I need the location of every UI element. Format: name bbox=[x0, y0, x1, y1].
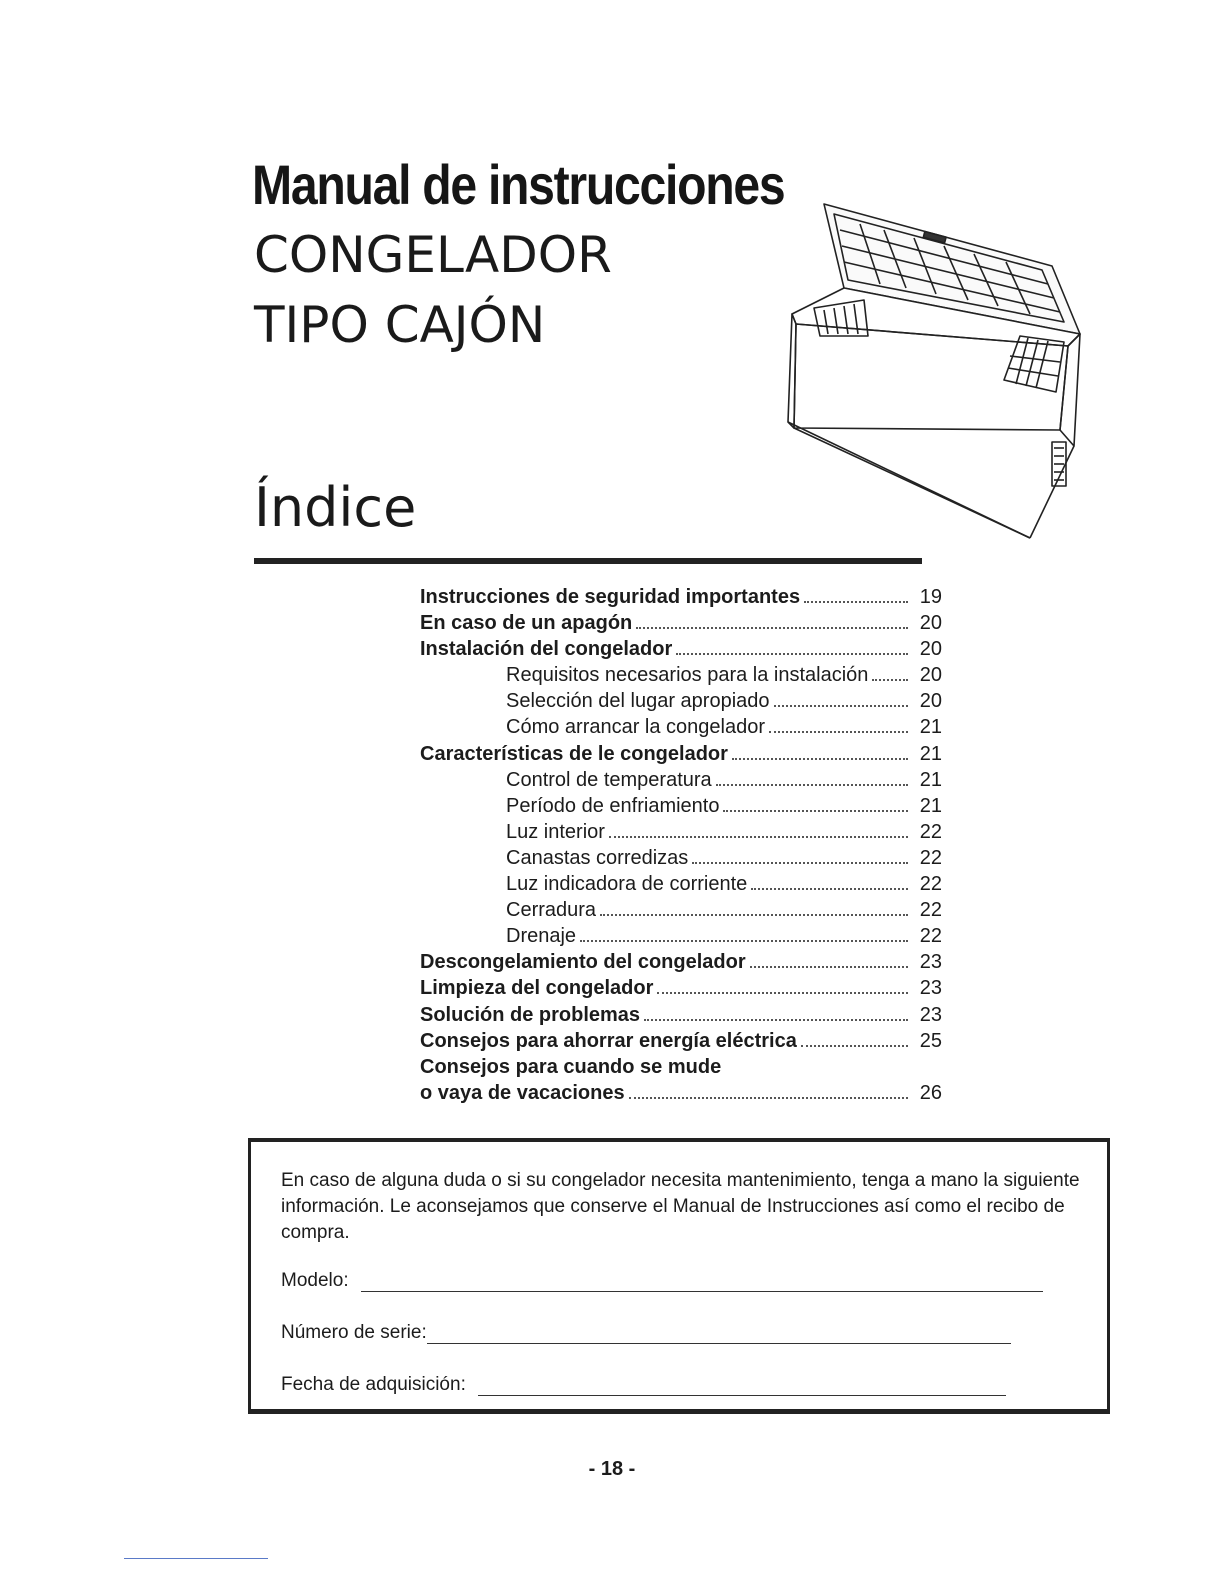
toc-entry-label: Cerradura bbox=[506, 899, 597, 922]
toc-entry bbox=[420, 977, 950, 1003]
heading-divider bbox=[254, 558, 922, 564]
toc-entry-label: Solución de problemas bbox=[420, 1003, 641, 1026]
toc-entry-label: Control de temperatura bbox=[506, 768, 712, 791]
toc-entry-page: 20 bbox=[919, 664, 942, 687]
toc-entry-label: Consejos para cuando se mude bbox=[420, 1055, 722, 1078]
toc-entry-page: 20 bbox=[919, 638, 942, 661]
toc-entry bbox=[420, 716, 950, 742]
date-line bbox=[478, 1394, 1006, 1396]
toc-leader-dots bbox=[580, 940, 908, 942]
toc-leader-dots bbox=[600, 914, 908, 916]
toc-entry bbox=[420, 795, 950, 821]
toc-leader-dots bbox=[692, 862, 908, 864]
toc-entry-page: 22 bbox=[919, 820, 942, 843]
serial-line bbox=[427, 1342, 1011, 1344]
toc-leader-dots bbox=[769, 731, 908, 733]
toc-entry-label: o vaya de vacaciones bbox=[420, 1081, 625, 1104]
toc-entry-page: 23 bbox=[919, 951, 942, 974]
toc-entry bbox=[420, 664, 950, 690]
toc-entry-page: 21 bbox=[919, 716, 942, 739]
toc-entry bbox=[420, 899, 950, 925]
toc-entry-label: Drenaje bbox=[506, 925, 577, 948]
table-of-contents bbox=[420, 586, 950, 1108]
toc-entry-page: 21 bbox=[919, 794, 942, 817]
toc-entry-page: 23 bbox=[919, 977, 942, 1000]
toc-entry-page: 21 bbox=[919, 742, 942, 765]
toc-entry bbox=[420, 638, 950, 664]
toc-entry-label: Selección del lugar apropiado bbox=[506, 690, 770, 713]
toc-entry bbox=[420, 1082, 950, 1108]
toc-entry-page: 22 bbox=[919, 846, 942, 869]
toc-entry bbox=[420, 769, 950, 795]
toc-entry-label: Luz interior bbox=[506, 820, 605, 843]
toc-entry-label: Cómo arrancar la congelador bbox=[506, 716, 766, 739]
toc-leader-dots bbox=[872, 679, 908, 681]
bottom-link-line bbox=[124, 1558, 268, 1559]
product-name-line2: TIPO CAJÓN bbox=[254, 296, 546, 354]
toc-entry bbox=[420, 1030, 950, 1056]
toc-entry bbox=[420, 1056, 950, 1082]
toc-entry-page: 22 bbox=[919, 873, 942, 896]
toc-entry-page: 22 bbox=[919, 925, 942, 948]
toc-leader-dots bbox=[657, 992, 908, 994]
toc-entry-label: Instalación del congelador bbox=[420, 638, 673, 661]
toc-leader-dots bbox=[801, 1045, 908, 1047]
toc-entry bbox=[420, 1004, 950, 1030]
toc-entry-page: 19 bbox=[919, 586, 942, 608]
toc-leader-dots bbox=[750, 966, 908, 968]
model-label: Modelo: bbox=[281, 1270, 349, 1291]
toc-entry bbox=[420, 873, 950, 899]
toc-entry bbox=[420, 586, 950, 612]
model-line bbox=[361, 1290, 1043, 1292]
toc-entry-label: Limpieza del congelador bbox=[420, 977, 654, 1000]
toc-leader-dots bbox=[751, 888, 908, 890]
serial-label: Número de serie: bbox=[281, 1322, 427, 1343]
toc-entry-label: En caso de un apagón bbox=[420, 612, 633, 635]
product-info-box bbox=[248, 1138, 1110, 1414]
toc-leader-dots bbox=[636, 627, 908, 629]
toc-entry-page: 20 bbox=[919, 612, 942, 635]
manual-title: Manual de instrucciones bbox=[252, 153, 785, 216]
serial-field bbox=[281, 1322, 1011, 1344]
toc-entry bbox=[420, 690, 950, 716]
toc-entry bbox=[420, 612, 950, 638]
toc-entry bbox=[420, 821, 950, 847]
toc-entry-label: Características de le congelador bbox=[420, 742, 728, 765]
toc-entry-page: 20 bbox=[919, 690, 942, 713]
toc-leader-dots bbox=[676, 653, 908, 655]
toc-leader-dots bbox=[716, 784, 908, 786]
toc-entry bbox=[420, 951, 950, 977]
toc-entry-page: 23 bbox=[919, 1003, 942, 1026]
toc-entry-page: 21 bbox=[919, 768, 942, 791]
toc-entry-page: 22 bbox=[919, 899, 942, 922]
toc-entry bbox=[420, 925, 950, 951]
toc-entry-label: Descongelamiento del congelador bbox=[420, 951, 746, 974]
toc-leader-dots bbox=[774, 705, 908, 707]
toc-entry-label: Consejos para ahorrar energía eléctrica bbox=[420, 1029, 797, 1052]
toc-leader-dots bbox=[804, 601, 908, 603]
page-number: - 18 - bbox=[588, 1458, 636, 1480]
model-field bbox=[281, 1270, 1043, 1292]
toc-entry bbox=[420, 847, 950, 873]
info-instructions: En caso de alguna duda o si su congelador necesita mantenimiento, tenga a mano la siguiente información. Le aconsejamos que conserve el Manual de Instrucciones así como el recibo de compra. bbox=[281, 1170, 1080, 1243]
toc-entry-page: 25 bbox=[919, 1029, 942, 1052]
toc-entry-label: Luz indicadora de corriente bbox=[506, 873, 748, 896]
toc-leader-dots bbox=[732, 758, 908, 760]
toc-entry-page: 26 bbox=[919, 1081, 942, 1104]
toc-leader-dots bbox=[609, 836, 908, 838]
date-label: Fecha de adquisición: bbox=[281, 1374, 466, 1395]
product-name-line1: CONGELADOR bbox=[254, 226, 612, 284]
toc-entry-label: Requisitos necesarios para la instalación bbox=[506, 664, 869, 687]
index-heading: Índice bbox=[254, 476, 417, 539]
toc-entry-label: Canastas corredizas bbox=[506, 846, 689, 869]
chest-freezer-illustration bbox=[784, 196, 1084, 546]
toc-entry bbox=[420, 743, 950, 769]
date-field bbox=[281, 1374, 1006, 1396]
toc-entry-label: Instrucciones de seguridad importantes bbox=[420, 586, 801, 608]
toc-leader-dots bbox=[629, 1097, 908, 1099]
toc-leader-dots bbox=[723, 810, 908, 812]
toc-entry-label: Período de enfriamiento bbox=[506, 794, 720, 817]
toc-leader-dots bbox=[644, 1019, 908, 1021]
